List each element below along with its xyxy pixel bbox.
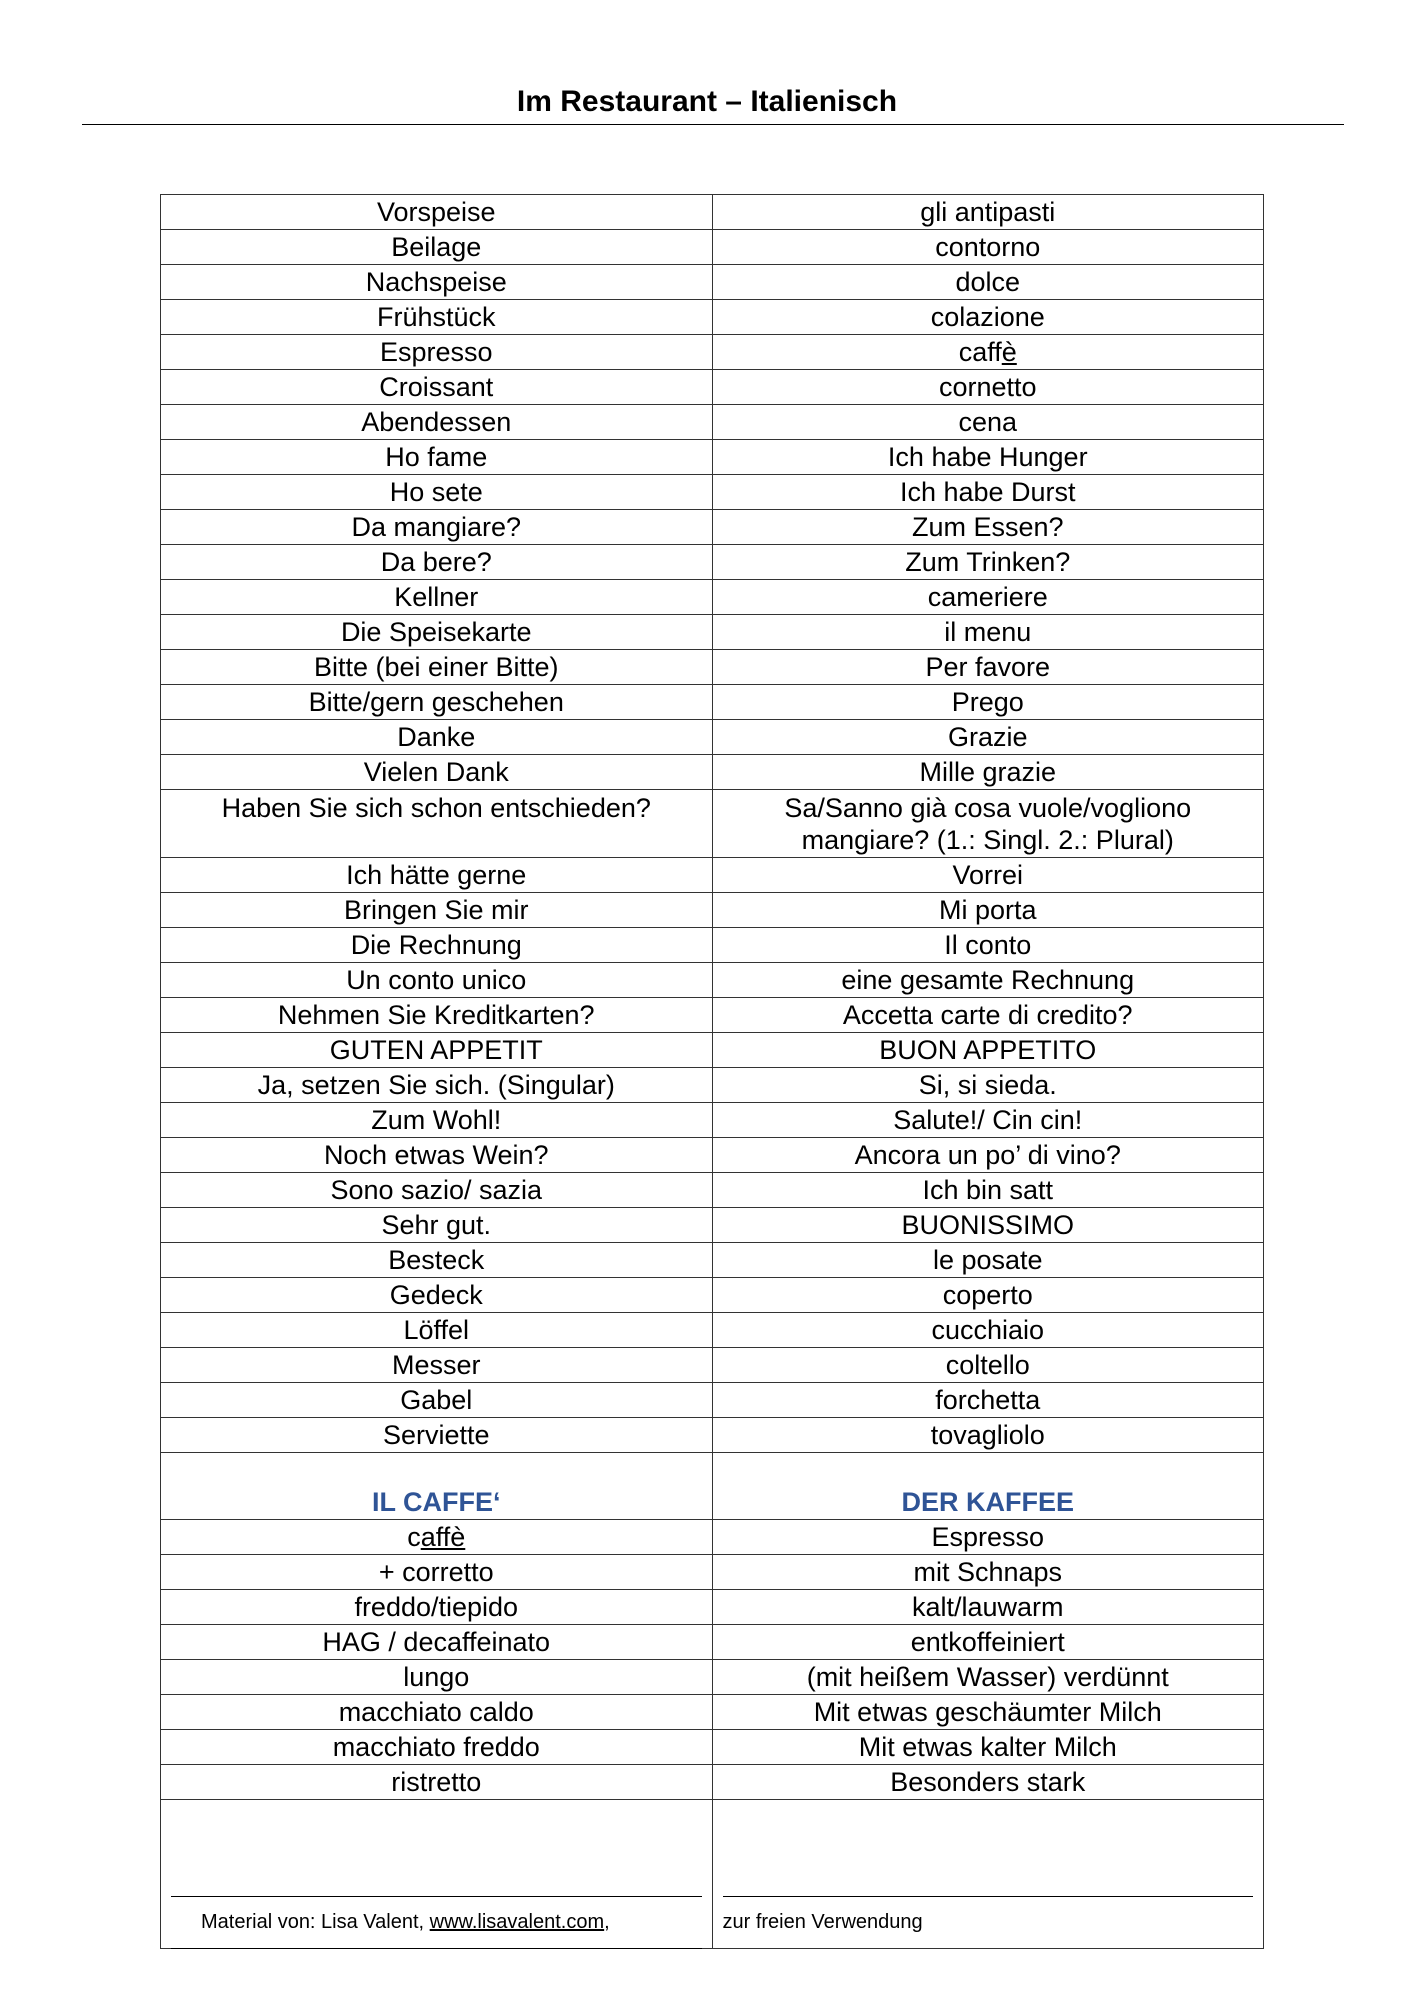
- coffee-header-german: DER KAFFEE: [712, 1453, 1264, 1520]
- coffee-header-italian: IL CAFFE‘: [161, 1453, 713, 1520]
- german-cell: Vorspeise: [161, 195, 713, 230]
- footer-credit: [201, 1910, 610, 1934]
- footer-credit-suffix: ,: [604, 1911, 610, 1933]
- italian-cell: Zum Essen?: [712, 510, 1264, 545]
- footer-divider: [723, 1896, 1254, 1897]
- german-cell: Besteck: [161, 1243, 713, 1278]
- italian-cell: Grazie: [712, 720, 1264, 755]
- german-cell: Nehmen Sie Kreditkarten?: [161, 998, 713, 1033]
- table-row: [161, 1765, 1264, 1800]
- italian-cell: Il conto: [712, 928, 1264, 963]
- table-row: [161, 1418, 1264, 1453]
- italian-cell: macchiato freddo: [161, 1730, 713, 1765]
- italian-text: c: [407, 1522, 421, 1552]
- italian-cell: Per favore: [712, 650, 1264, 685]
- german-cell: Sehr gut.: [161, 1208, 713, 1243]
- table-row: [161, 265, 1264, 300]
- table-row: [161, 1590, 1264, 1625]
- italian-cell: le posate: [712, 1243, 1264, 1278]
- german-cell: (mit heißem Wasser) verdünnt: [712, 1660, 1264, 1695]
- table-row: [161, 1348, 1264, 1383]
- german-cell: Löffel: [161, 1313, 713, 1348]
- german-cell: Nachspeise: [161, 265, 713, 300]
- italian-cell: cucchiaio: [712, 1313, 1264, 1348]
- german-cell: Sono sazio/ sazia: [161, 1173, 713, 1208]
- italian-cell: HAG / decaffeinato: [161, 1625, 713, 1660]
- footer-row: [161, 1800, 1264, 1949]
- table-row: [161, 928, 1264, 963]
- german-cell: Beilage: [161, 230, 713, 265]
- table-row: [161, 1033, 1264, 1068]
- table-row: [161, 475, 1264, 510]
- german-cell: Ich hätte gerne: [161, 858, 713, 893]
- italian-cell: tovagliolo: [712, 1418, 1264, 1453]
- vocabulary-table: [160, 194, 1264, 1949]
- table-row: [161, 1243, 1264, 1278]
- italian-cell: [712, 335, 1264, 370]
- german-cell: kalt/lauwarm: [712, 1590, 1264, 1625]
- german-cell: Bitte/gern geschehen: [161, 685, 713, 720]
- german-cell: Bringen Sie mir: [161, 893, 713, 928]
- table-row: [161, 755, 1264, 790]
- table-row: [161, 1208, 1264, 1243]
- german-cell: Zum Wohl!: [161, 1103, 713, 1138]
- table-row: [161, 195, 1264, 230]
- italian-line: mangiare? (1.: Singl. 2.: Plural): [801, 825, 1174, 855]
- german-cell: Noch etwas Wein?: [161, 1138, 713, 1173]
- italian-cell: Salute!/ Cin cin!: [712, 1103, 1264, 1138]
- footer-left-cell: [161, 1800, 713, 1949]
- german-cell: Serviette: [161, 1418, 713, 1453]
- german-cell: Haben Sie sich schon entschieden?: [161, 790, 713, 858]
- table-row: [161, 335, 1264, 370]
- italian-cell: Accetta carte di credito?: [712, 998, 1264, 1033]
- italian-cell: ristretto: [161, 1765, 713, 1800]
- table-row: [161, 1730, 1264, 1765]
- italian-cell: + corretto: [161, 1555, 713, 1590]
- italian-cell: Ancora un po’ di vino?: [712, 1138, 1264, 1173]
- german-cell: GUTEN APPETIT: [161, 1033, 713, 1068]
- italian-cell: coperto: [712, 1278, 1264, 1313]
- italian-cell: forchetta: [712, 1383, 1264, 1418]
- german-cell: Kellner: [161, 580, 713, 615]
- german-cell: Messer: [161, 1348, 713, 1383]
- italian-cell: cornetto: [712, 370, 1264, 405]
- table-row: [161, 580, 1264, 615]
- table-row: [161, 1103, 1264, 1138]
- table-row: [161, 1383, 1264, 1418]
- german-cell: Bitte (bei einer Bitte): [161, 650, 713, 685]
- table-row: [161, 1173, 1264, 1208]
- italian-text: caff: [958, 337, 1002, 367]
- german-cell: Vielen Dank: [161, 755, 713, 790]
- italian-cell: cena: [712, 405, 1264, 440]
- footer-website-link[interactable]: www.lisavalent.com: [429, 1911, 605, 1933]
- italian-line: Sa/Sanno già cosa vuole/vogliono: [784, 793, 1192, 823]
- italian-cell: gli antipasti: [712, 195, 1264, 230]
- footer-usage-note: zur freien Verwendung: [722, 1911, 923, 1933]
- italian-cell: Zum Trinken?: [712, 545, 1264, 580]
- italian-cell: Prego: [712, 685, 1264, 720]
- german-cell: Besonders stark: [712, 1765, 1264, 1800]
- italian-cell: Ich bin satt: [712, 1173, 1264, 1208]
- table-row: [161, 1660, 1264, 1695]
- italian-cell: colazione: [712, 300, 1264, 335]
- title-divider: [82, 124, 1344, 125]
- german-cell: Die Rechnung: [161, 928, 713, 963]
- german-cell: Die Speisekarte: [161, 615, 713, 650]
- table-row: [161, 685, 1264, 720]
- table-row: [161, 440, 1264, 475]
- coffee-section-header: [161, 1453, 1264, 1520]
- german-cell: Mit etwas geschäumter Milch: [712, 1695, 1264, 1730]
- table-row: [161, 615, 1264, 650]
- table-row: [161, 1278, 1264, 1313]
- italian-cell: Mille grazie: [712, 755, 1264, 790]
- italian-cell: lungo: [161, 1660, 713, 1695]
- italian-cell: Mi porta: [712, 893, 1264, 928]
- german-cell: Abendessen: [161, 405, 713, 440]
- underlined-accent: è: [1001, 337, 1017, 367]
- german-cell: Frühstück: [161, 300, 713, 335]
- german-cell: Un conto unico: [161, 963, 713, 998]
- footer-divider: [171, 1896, 702, 1897]
- german-cell: Espresso: [712, 1520, 1264, 1555]
- german-cell: Croissant: [161, 370, 713, 405]
- table-row: [161, 790, 1264, 858]
- italian-cell: Vorrei: [712, 858, 1264, 893]
- table-row: [161, 1520, 1264, 1555]
- italian-cell: dolce: [712, 265, 1264, 300]
- german-cell: Espresso: [161, 335, 713, 370]
- table-row: [161, 545, 1264, 580]
- table-row: [161, 1068, 1264, 1103]
- table-row: [161, 1138, 1264, 1173]
- footer-credit-prefix: Material von: Lisa Valent,: [201, 1911, 430, 1933]
- table-row: [161, 370, 1264, 405]
- german-cell: Danke: [161, 720, 713, 755]
- italian-cell: Ich habe Durst: [712, 475, 1264, 510]
- table-row: [161, 510, 1264, 545]
- italian-cell: freddo/tiepido: [161, 1590, 713, 1625]
- italian-cell: [161, 1520, 713, 1555]
- table-row: [161, 893, 1264, 928]
- italian-cell: eine gesamte Rechnung: [712, 963, 1264, 998]
- german-cell: Gedeck: [161, 1278, 713, 1313]
- table-row: [161, 230, 1264, 265]
- german-cell: Da bere?: [161, 545, 713, 580]
- underlined-text: affè: [420, 1522, 466, 1552]
- italian-cell: il menu: [712, 615, 1264, 650]
- table-row: [161, 650, 1264, 685]
- table-row: [161, 405, 1264, 440]
- table-row: [161, 1313, 1264, 1348]
- italian-cell: coltello: [712, 1348, 1264, 1383]
- italian-cell: BUON APPETITO: [712, 1033, 1264, 1068]
- italian-cell: [712, 790, 1264, 858]
- german-cell: Ho sete: [161, 475, 713, 510]
- table-row: [161, 720, 1264, 755]
- table-row: [161, 300, 1264, 335]
- italian-cell: BUONISSIMO: [712, 1208, 1264, 1243]
- page-title: Im Restaurant – Italienisch: [516, 85, 898, 118]
- german-cell: Gabel: [161, 1383, 713, 1418]
- italian-cell: contorno: [712, 230, 1264, 265]
- german-cell: Mit etwas kalter Milch: [712, 1730, 1264, 1765]
- german-cell: Ho fame: [161, 440, 713, 475]
- table-row: [161, 1625, 1264, 1660]
- table-row: [161, 1695, 1264, 1730]
- table-row: [161, 998, 1264, 1033]
- german-cell: Ja, setzen Sie sich. (Singular): [161, 1068, 713, 1103]
- italian-cell: cameriere: [712, 580, 1264, 615]
- table-row: [161, 858, 1264, 893]
- italian-cell: Ich habe Hunger: [712, 440, 1264, 475]
- footer-right-cell: [712, 1800, 1264, 1949]
- german-cell: entkoffeiniert: [712, 1625, 1264, 1660]
- footer-divider: [171, 1948, 702, 1949]
- italian-cell: macchiato caldo: [161, 1695, 713, 1730]
- german-cell: mit Schnaps: [712, 1555, 1264, 1590]
- table-row: [161, 1555, 1264, 1590]
- table-row: [161, 963, 1264, 998]
- italian-cell: Si, si sieda.: [712, 1068, 1264, 1103]
- german-cell: Da mangiare?: [161, 510, 713, 545]
